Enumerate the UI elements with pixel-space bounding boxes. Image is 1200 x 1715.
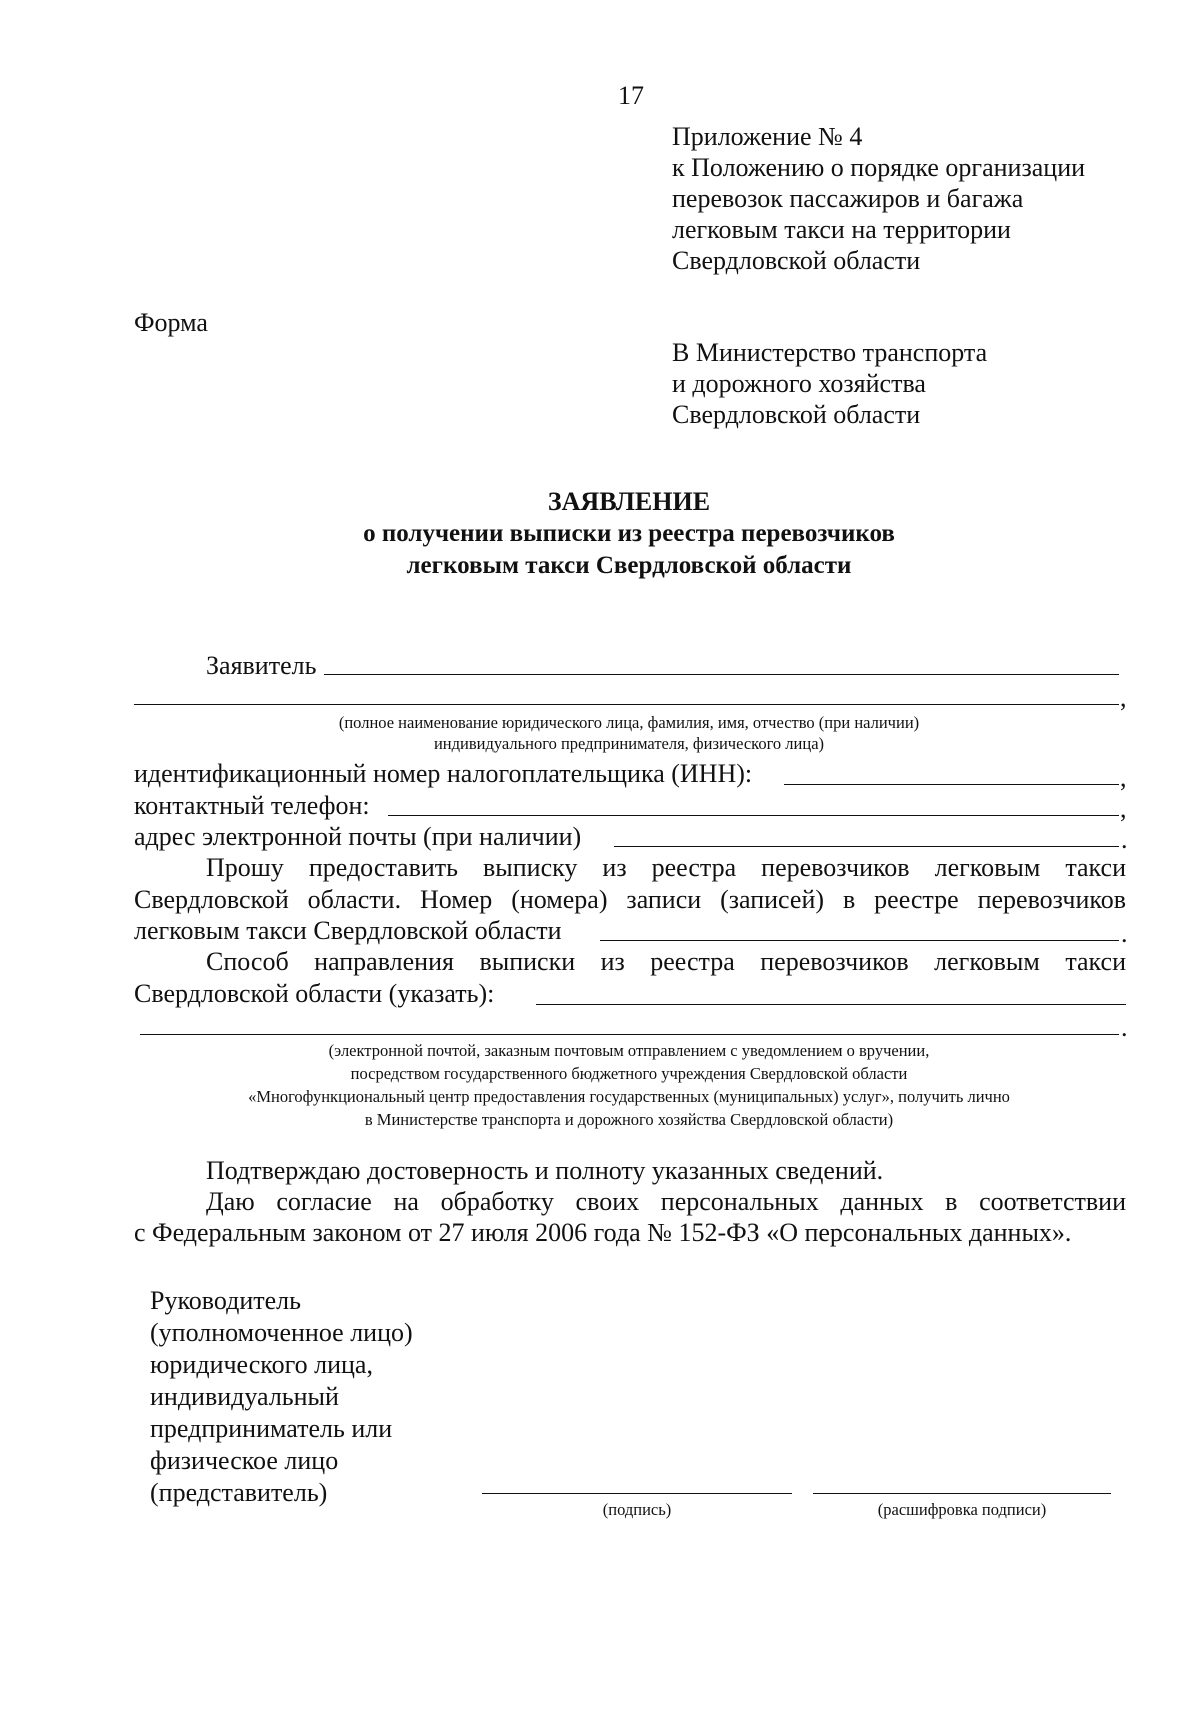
signer-line-4: индивидуальный	[150, 1382, 339, 1411]
appendix-line-1: Приложение № 4	[672, 122, 863, 151]
signer-line-1: Руководитель	[150, 1286, 301, 1315]
signer-line-2: (уполномоченное лицо)	[150, 1318, 413, 1347]
appendix-block	[672, 121, 1085, 276]
signature-decode-input-line[interactable]	[813, 1493, 1111, 1494]
method-input-line[interactable]	[536, 1004, 1126, 1005]
phone-label: контактный телефон:	[134, 791, 370, 820]
signer-block	[150, 1285, 413, 1509]
signer-line-5: предприниматель или	[150, 1414, 393, 1443]
inn-comma: ,	[1120, 763, 1127, 792]
applicant-comma: ,	[1120, 683, 1127, 712]
signer-line-6: физическое лицо	[150, 1446, 339, 1475]
addressee-line-1: В Министерство транспорта	[672, 338, 988, 367]
method-period: .	[1121, 1013, 1128, 1042]
registry-number-input-line[interactable]	[600, 940, 1119, 941]
form-label: Форма	[134, 308, 208, 337]
page-number: 17	[618, 81, 644, 110]
signature-input-line[interactable]	[482, 1493, 792, 1494]
addressee-line-2: и дорожного хозяйства	[672, 369, 926, 398]
method-line-1: Способ направления выписки из реестра перевозчиков легковым такси	[206, 947, 1126, 976]
method-hint-1: (электронной почтой, заказным почтовым отправлением с уведомлением о вручении,	[328, 1041, 930, 1060]
method-hint-2: посредством государственного бюджетного учреждения Свердловской области	[350, 1064, 908, 1083]
confirm-line-3: с Федеральным законом от 27 июля 2006 года № 152-ФЗ «О персональных данных».	[134, 1218, 1072, 1247]
email-period: .	[1121, 825, 1128, 854]
appendix-line-4: легковым такси на территории	[672, 215, 1011, 244]
applicant-label: Заявитель	[206, 651, 317, 680]
addressee-block	[672, 337, 987, 430]
inn-label: идентификационный номер налогоплательщика (ИНН):	[134, 759, 753, 788]
confirm-line-2: Даю согласие на обработку своих персональных данных в соответствии	[206, 1187, 1126, 1216]
appendix-line-2: к Положению о порядке организации	[672, 153, 1086, 182]
appendix-line-3: перевозок пассажиров и багажа	[672, 184, 1024, 213]
method-line-2: Свердловской области (указать):	[134, 979, 495, 1008]
confirm-line-1: Подтверждаю достоверность и полноту указанных сведений.	[206, 1156, 884, 1185]
signer-line-3: юридического лица,	[150, 1350, 373, 1379]
applicant-hint-2: индивидуального предпринимателя, физического лица)	[433, 734, 825, 753]
document-title: ЗАЯВЛЕНИЕ	[547, 487, 711, 516]
signer-line-7: (представитель)	[150, 1478, 328, 1507]
document-subtitle-1: о получении выписки из реестра перевозчиков	[363, 520, 895, 547]
registry-period: .	[1121, 919, 1128, 948]
email-input-line[interactable]	[614, 846, 1119, 847]
appendix-line-5: Свердловской области	[672, 246, 921, 275]
method-input-line-2[interactable]	[140, 1034, 1119, 1035]
phone-input-line[interactable]	[388, 815, 1119, 816]
applicant-input-line-2[interactable]	[134, 704, 1119, 705]
phone-comma: ,	[1120, 794, 1127, 823]
addressee-line-3: Свердловской области	[672, 400, 921, 429]
signature-decode-label: (расшифровка подписи)	[877, 1500, 1047, 1519]
method-hint-3: «Многофункциональный центр предоставления государственных (муниципальных) услуг», получить лично	[248, 1087, 1010, 1106]
email-label: адрес электронной почты (при наличии)	[134, 822, 582, 851]
request-line-1: Прошу предоставить выписку из реестра перевозчиков легковым такси	[206, 853, 1126, 882]
request-line-3: легковым такси Свердловской области	[134, 916, 562, 945]
applicant-hint-1: (полное наименование юридического лица, фамилия, имя, отчество (при наличии)	[338, 713, 920, 732]
document-subtitle-2: легковым такси Свердловской области	[406, 552, 852, 579]
request-line-2: Свердловской области. Номер (номера) записи (записей) в реестре перевозчиков	[134, 885, 1126, 914]
inn-input-line[interactable]	[784, 784, 1119, 785]
method-hint-4: в Министерстве транспорта и дорожного хозяйства Свердловской области)	[364, 1110, 894, 1129]
signature-label: (подпись)	[602, 1500, 672, 1519]
applicant-input-line[interactable]	[324, 674, 1119, 675]
